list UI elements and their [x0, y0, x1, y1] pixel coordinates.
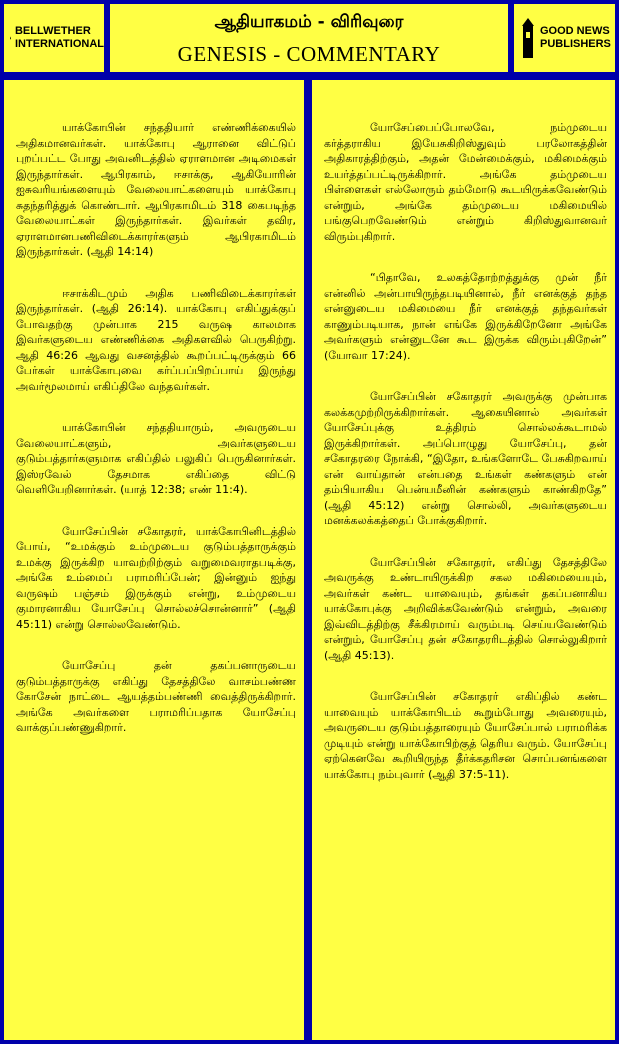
title-english: GENESIS - COMMENTARY: [177, 42, 441, 66]
left-logo-line2: INTERNATIONAL: [14, 38, 104, 50]
right-logo-line2: PUBLISHERS: [540, 38, 611, 50]
title-tamil: ஆதியாகமம் - விரிவுரை: [214, 12, 404, 32]
right-logo-line1: GOOD NEWS: [540, 25, 610, 37]
paragraph: யோசேப்பின் சகோதரர் அவருக்கு முன்பாக கலக்கமுற்றிருக்கிறார்கள். ஆகையினால் அவர்கள் யோசேப்புக்கு உத்திரம் சொல்லக்கூடாமல் இருக்கிறார்கள். அப்பொழுது யோசேப்பு, தன் சகோதரரை நோக்கி, “இதோ, உங்களோடே பேசுகிறவாய் என் வாய்தான் என்பதை உங்கள் கண்களும் என் தம்பியாகிய பென்யமீனின் கண்களும் காண்கிறதே” (ஆதி 45:12) என்று சொல்லி, அவர்களுடைய மனக்கலக்கத்தைப் போக்குகிறார்.: [324, 390, 607, 527]
paragraph: யோசேப்பு தன் தகப்பனாருடைய குடும்பத்தாருக்கு எகிப்து தேசத்திலே வாசம்பண்ண கோசேன் நாட்டை ஆயத்தம்பண்ணி வைத்திருக்கிறார். அங்கே அவர்களை பராமரிப்பதாக யோசேப்பு வாக்குப்பண்ணுகிறார்.: [16, 659, 296, 734]
title-banner: [110, 4, 508, 72]
bellwether-logo: [4, 4, 104, 72]
paragraph: யோசேப்பின் சகோதரர், எகிப்து தேசத்திலே அவருக்கு உண்டாயிருக்கிற சகல மகிமையையும், அவர்கள் கண்ட யாவையும், தங்கள் தகப்பனாகிய யாக்கோபுக்கு அறிவிக்கவேண்டும் என்றும், அவரை இவ்விடத்திற்கு சீக்கிரமாய் வரும்படி செய்யவேண்டும் என்றும், யோசேப்பு தன் சகோதரரிடத்தில் சொல்லுகிறார் (ஆதி 45:13).: [324, 555, 607, 662]
paragraph: யாக்கோபின் சந்ததியாரும், அவருடைய வேலையாட்களும், அவர்களுடைய குடும்பத்தார்களுமாக எகிப்தில் பலுகிப் பெருகினார்கள். இஸ்ரவேல் தேசமாக எகிப்தை விட்டு வெளியேறினார்கள். (யாத் 12:38; எண் 11:4).: [16, 421, 296, 496]
left-column: [4, 80, 304, 1040]
left-logo-line1: BELLWETHER: [14, 25, 91, 37]
paragraph: யோசேப்பைப்போலவே, நம்முடைய கர்த்தராகிய இயேசுகிறிஸ்துவும் பரலோகத்தின் அதிகாரத்திற்கும், அதன் மேன்மைக்கும், மகிமைக்கும் உயர்த்தப்பட்டிருக்கிறார். அங்கே தம்முடைய பிள்ளைகள் எல்லோரும் தம்மோடு கூடயிருக்கவேண்டும் என்றும், அங்கே தம்முடைய மகிமையில் பங்குபெறவேண்டும் என்றும் கிறிஸ்துவானவர் விரும்புகிறார்.: [324, 121, 607, 243]
good-news-logo: [514, 4, 615, 72]
paragraph: யோசேப்பின் சகோதரர் எகிப்தில் கண்ட யாவையும் யாக்கோபிடம் கூறும்போது அவரையும், அவருடைய குடும்பத்தாரையும் யோசேப்பால் பராமரிக்க முடியும் என்று யாக்கோபிற்குத் தெரிய வரும். யோசேப்பு ஏற்கெனவே கூறியிருந்த தீர்க்கதரிசன சொப்பனங்களை யாக்கோபு நம்புவார் (ஆதி 37:5-11).: [324, 690, 607, 781]
right-column: [312, 80, 615, 1040]
paragraph: யாக்கோபின் சந்ததியார் எண்ணிக்கையில் அதிகமானவர்கள். யாக்கோபு ஆரானை விட்டுப் புறப்பட்ட போது அவனிடத்தில் ஏராளமான அடிமைகள் இருந்தார்கள். ஆபிரகாம், ஈசாக்கு, ஆகியோரின் ஐசுவரியங்களையும் வேலையாட்களையும் யாக்கோபு சுதந்தரித்துக் கொண்டார். ஆபிரகாமிடம் 318 கைபடிந்த வேலையாட்கள் இருந்தார்கள். இவர்கள் தவிர, ஏராளமானபணிவிடைக்காரர்களும் ஆபிரகாமிடம் இருந்தார்கள். (ஆதி 14:14): [16, 121, 296, 258]
paragraph: ஈசாக்கிடமும் அதிக பணிவிடைக்காரர்கள் இருந்தார்கள். (ஆதி 26:14). யாக்கோபு எகிப்துக்குப் போவதற்கு முன்பாக 215 வருஷ காலமாக இவர்களுடைய எண்ணிக்கை அதிகளவில் பெருகிற்று. ஆதி 46:26 ஆவது வசனத்தில் கூறப்பட்டிருக்கும் 66 பேர்கள் யாக்கோபுவை கர்ப்பப்பிறப்பாய் இருந்து அவர்மூலமாய் எகிப்திலே வந்தவர்கள்.: [16, 286, 296, 393]
paragraph: “பிதாவே, உலகத்தோற்றத்துக்கு முன் நீர் என்னில் அன்பாயிருந்தபடியினால், நீர் எனக்குத் தந்த என்னுடைய மகிமையை நீர் எனக்குத் தந்தவர்கள் காணும்படியாக, நான் எங்கே இருக்கிறேனோ அங்கே அவர்களும் என்னுடனே கூட இருக்க விரும்புகிறேன்” (யோவா 17:24).: [324, 271, 607, 362]
paragraph: யோசேப்பின் சகோதரர், யாக்கோபினிடத்தில் போய், “உமக்கும் உம்முடைய குடும்பத்தாருக்கும் உமக்கு இருக்கிற யாவற்றிற்கும் வறுமைவராதபடிக்கு, அங்கே உம்மைப் பராமரிப்பேன்; இன்னும் ஐந்து வருஷம் பஞ்சம் இருக்கும் என்று, உம்முடைய குமாரனாகிய யோசேப்பு சொல்லச்சொன்னார்” (ஆதி 45:11) என்று சொல்லவேண்டும்.: [16, 524, 296, 631]
bell-tower-icon: [10, 18, 11, 58]
tower-icon: [520, 18, 536, 58]
